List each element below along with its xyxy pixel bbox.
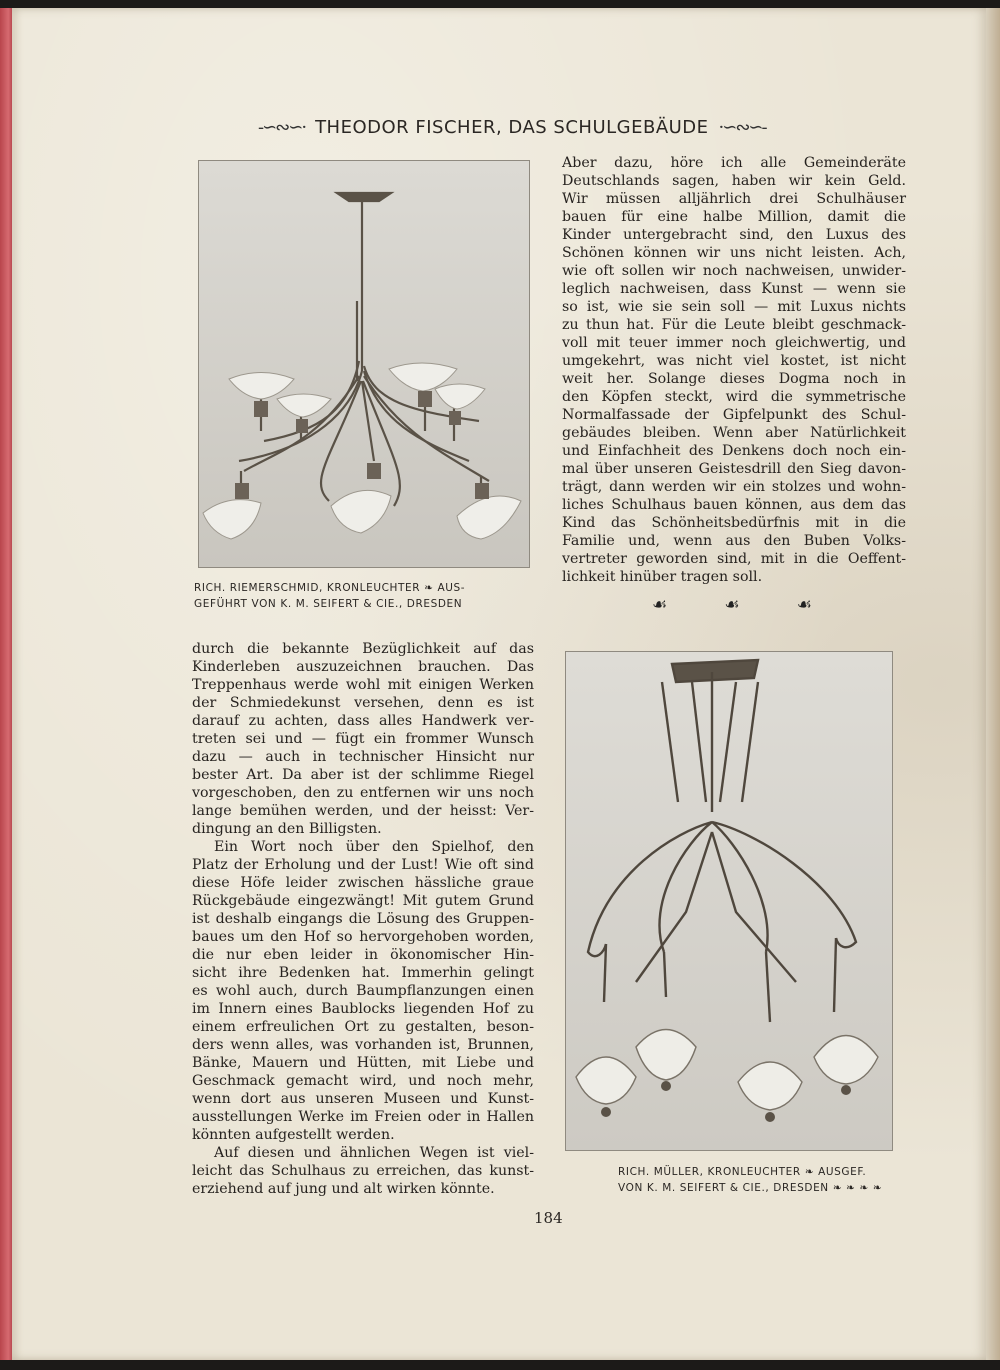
- text-line: treten sei und — fügt ein frommer Wunsch: [192, 731, 534, 747]
- text-line: leicht das Schulhaus zu erreichen, das kunst-: [192, 1163, 534, 1179]
- running-header: [258, 113, 858, 141]
- figure2-caption-line1: RICH. MÜLLER, KRONLEUCHTER ❧ AUSGEF.: [618, 1166, 867, 1178]
- text-line: Schönen können wir uns nicht leisten. Ach,: [562, 245, 906, 261]
- text-line: durch die bekannte Bezüglichkeit auf das: [192, 641, 534, 657]
- text-line: ausstellungen Werke im Freien oder in Hallen: [192, 1109, 534, 1125]
- text-line: ist deshalb eingangs die Lösung des Gruppen-: [192, 911, 534, 927]
- figure2-caption: [618, 1164, 882, 1196]
- text-line: Bänke, Mauern und Hütten, mit Liebe und: [192, 1055, 534, 1071]
- text-line: mal über unseren Geistesdrill den Sieg davon-: [562, 461, 906, 477]
- text-line: die nur eben leider in ökonomischer Hin-: [192, 947, 534, 963]
- text-line: dingung an den Billigsten.: [192, 821, 382, 837]
- header-ornament-right: ·∽∾∽-: [718, 116, 766, 138]
- text-line: liches Schulhaus bauen können, aus dem das: [562, 497, 906, 513]
- section-ornaments: [652, 595, 812, 615]
- text-line: sicht ihre Bedenken hat. Immerhin gelingt: [192, 965, 534, 981]
- text-line: darauf zu achten, dass alles Handwerk ver-: [192, 713, 534, 729]
- text-line: lange bemühen werden, und der heisst: Ver-: [192, 803, 534, 819]
- text-line: dazu — auch in technischer Hinsicht nur: [192, 749, 534, 765]
- text-line: vertreter geworden sind, mit in die Oeffent-: [562, 551, 906, 567]
- figure1-caption: [194, 580, 465, 612]
- text-line: Geschmack gemacht wird, und noch mehr,: [192, 1073, 534, 1089]
- text-line: bauen für eine halbe Million, damit die: [562, 209, 906, 225]
- text-line: einem erfreulichen Ort zu gestalten, beson-: [192, 1019, 534, 1035]
- chandelier-illustration-1: [199, 161, 529, 567]
- text-line: Kinder untergebracht sind, den Luxus des: [562, 227, 906, 243]
- text-line: voll mit teuer immer noch gleichwertig, und: [562, 335, 906, 351]
- text-line: Kind das Schönheitsbedürfnis mit in die: [562, 515, 906, 531]
- text-line: Platz der Erholung und der Lust! Wie oft sind: [192, 857, 534, 873]
- text-line: der Schmiedekunst versehen, denn es ist: [192, 695, 534, 711]
- text-line: Wir müssen alljährlich drei Schulhäuser: [562, 191, 906, 207]
- text-line: vorgeschoben, den zu entfernen wir uns noch: [192, 785, 534, 801]
- ornament-1: ☙: [652, 595, 668, 615]
- text-line: im Innern eines Baublocks liegenden Hof zu: [192, 1001, 534, 1017]
- header-ornament-left: -∽∾∽·: [258, 116, 306, 138]
- text-line: diese Höfe leider zwischen hässliche graue: [192, 875, 534, 891]
- text-line: den Köpfen steckt, wird die symmetrische: [562, 389, 906, 405]
- page-edge: [986, 8, 1000, 1360]
- text-line: weit her. Solange dieses Dogma noch in: [562, 371, 906, 387]
- chandelier-illustration-2: [566, 652, 892, 1150]
- figure-riemerschmid-chandelier: [198, 160, 530, 568]
- ornament-3: ☙: [796, 595, 812, 615]
- ornament-2: ☙: [724, 595, 740, 615]
- text-line: so ist, wie sie sein soll — mit Luxus nichts: [562, 299, 906, 315]
- page-number: 184: [534, 1209, 563, 1227]
- text-line: wie oft sollen wir noch nachweisen, unwider-: [562, 263, 906, 279]
- text-line: Normalfassade der Gipfelpunkt des Schul-: [562, 407, 906, 423]
- text-line: Kinderleben auszuzeichnen brauchen. Das: [192, 659, 534, 675]
- left-column-text: [192, 640, 534, 1198]
- right-column-text: [562, 154, 906, 586]
- text-line: Familie und, wenn aus den Buben Volks-: [562, 533, 906, 549]
- text-line: Rückgebäude eingezwängt! Mit gutem Grund: [192, 893, 534, 909]
- text-line: und Einfachheit des Denkens doch noch ein-: [562, 443, 906, 459]
- figure2-caption-line2: VON K. M. SEIFERT & CIE., DRESDEN ❧ ❧ ❧ ❧: [618, 1182, 883, 1194]
- text-line: Auf diesen und ähnlichen Wegen ist viel-: [214, 1145, 534, 1161]
- text-line: Ein Wort noch über den Spielhof, den: [214, 839, 534, 855]
- text-line: ders wenn alles, was vorhanden ist, Brunnen,: [192, 1037, 534, 1053]
- text-line: Aber dazu, höre ich alle Gemeinderäte: [562, 155, 906, 171]
- text-line: Deutschlands sagen, haben wir kein Geld.: [562, 173, 906, 189]
- text-line: bester Art. Da aber ist der schlimme Riegel: [192, 767, 534, 783]
- text-line: leglich nachweisen, dass Kunst — wenn sie: [562, 281, 906, 297]
- text-line: zu thun hat. Für die Leute bleibt geschmack-: [562, 317, 906, 333]
- text-line: trägt, dann werden wir ein stolzes und wohn-: [562, 479, 906, 495]
- figure1-caption-line2: GEFÜHRT VON K. M. SEIFERT & CIE., DRESDEN: [194, 598, 463, 610]
- figure-mueller-chandelier: [565, 651, 893, 1151]
- text-line: wenn dort aus unseren Museen und Kunst-: [192, 1091, 534, 1107]
- text-line: baues um den Hof so hervorgehoben worden,: [192, 929, 534, 945]
- figure1-caption-line1: RICH. RIEMERSCHMID, KRONLEUCHTER ❧ AUS-: [194, 582, 466, 594]
- header-title: THEODOR FISCHER, DAS SCHULGEBÄUDE: [315, 116, 709, 138]
- text-line: lichkeit hinüber tragen soll.: [562, 569, 763, 585]
- text-line: gebäudes bleiben. Wenn aber Natürlichkeit: [562, 425, 906, 441]
- text-line: es wohl auch, durch Baumpflanzungen einen: [192, 983, 534, 999]
- text-line: könnten aufgestellt werden.: [192, 1127, 395, 1143]
- text-line: umgekehrt, was nicht viel kostet, ist nicht: [562, 353, 906, 369]
- text-line: erziehend auf jung und alt wirken könnte.: [192, 1181, 495, 1197]
- text-line: Treppenhaus werde wohl mit einigen Werken: [192, 677, 534, 693]
